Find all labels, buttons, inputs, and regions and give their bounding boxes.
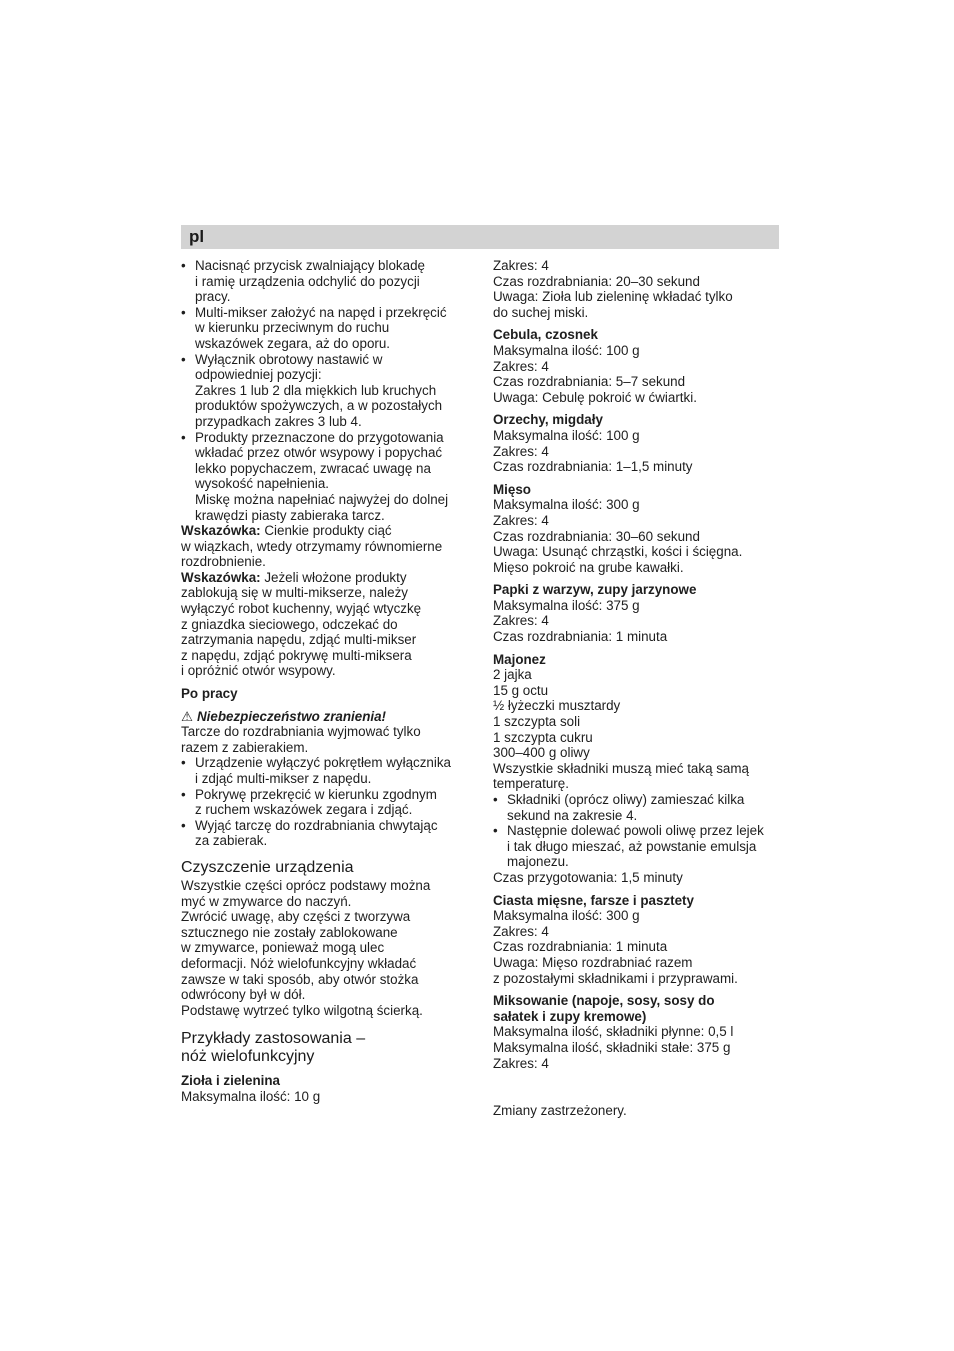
mayonnaise-prep-time: Czas przygotowania: 1,5 minuty: [493, 869, 683, 885]
tip-text: Jeżeli włożone produkty: [260, 569, 407, 585]
text-line: temperaturę.: [493, 776, 569, 792]
text-line: 1 szczypta soli: [493, 714, 581, 730]
mayonnaise-step: [493, 823, 785, 870]
text-line: Zakres: 4: [493, 512, 549, 528]
herbs-details: [181, 1089, 473, 1105]
text-line: Zakres: 4: [493, 613, 549, 629]
list-item-line: • Produkty przeznaczone do przygotowania: [195, 429, 444, 445]
list-item-line: wysokość napełnienia.: [195, 476, 329, 492]
meat-heading: Mięso: [493, 481, 531, 497]
text-line: ½ łyżeczki musztardy: [493, 698, 621, 714]
after-use-paragraph: [181, 724, 473, 755]
list-item-line: za zabierak.: [195, 833, 268, 849]
text-line: Zakres: 4: [493, 443, 549, 459]
text-line: Uwaga: Usunąć chrząstki, kości i ścięgna.: [493, 544, 743, 560]
list-item-line: lekko popychaczem, zwracać uwagę na: [195, 460, 431, 476]
onion-details: [493, 343, 785, 405]
language-code: pl: [189, 227, 205, 246]
cleaning-heading: Czyszczenie urządzenia: [181, 858, 354, 876]
text-line: Uwaga: Mięso rozdrabniać razem: [493, 954, 693, 970]
text-line: Maksymalna ilość: 100 g: [493, 342, 640, 358]
heading-line: sałatek i zupy kremowe): [493, 1008, 647, 1024]
text-line: Uwaga: Zioła lub zieleninę wkładać tylko: [493, 289, 733, 305]
mixing-heading: [493, 993, 785, 1024]
language-header-bar: [181, 225, 779, 249]
warning-text: Niebezpieczeństwo zranienia!: [197, 708, 387, 724]
list-item-line: Miskę można napełniać najwyżej do dolnej: [195, 491, 449, 507]
text-line: Czas rozdrabniania: 5–7 sekund: [493, 374, 686, 390]
examples-heading: [181, 1030, 473, 1066]
text-line: Maksymalna ilość, składniki płynne: 0,5 l: [493, 1024, 734, 1040]
text-line: Zakres: 4: [493, 358, 549, 374]
text-line: 300–400 g oliwy: [493, 745, 590, 761]
warning-triangle-icon: ⚠: [181, 708, 194, 724]
text-line: 1 szczypta cukru: [493, 729, 593, 745]
operation-step: [181, 430, 473, 524]
text-line: w wiązkach, wtedy otrzymamy równomierne: [181, 538, 443, 554]
text-line: do suchej miski.: [493, 304, 589, 320]
mayonnaise-heading: Majonez: [493, 651, 546, 667]
list-item-line: wskazówek zegara, aż do oporu.: [195, 335, 391, 351]
list-item-line: przypadkach zakres 3 lub 4.: [195, 413, 362, 429]
tip-blocked-products: [181, 570, 473, 586]
left-column: [181, 258, 473, 1105]
puree-heading: Papki z warzyw, zupy jarzynowe: [493, 582, 697, 598]
text-line: Maksymalna ilość: 100 g: [493, 427, 640, 443]
herbs-heading: Zioła i zielenina: [181, 1073, 280, 1089]
after-use-step: [181, 755, 473, 786]
list-item-line: • Następnie dolewać powoli oliwę przez lejek: [507, 823, 764, 839]
list-item-line: sekund na zakresie 4.: [507, 807, 638, 823]
list-item-line: w kierunku przeciwnym do ruchu: [195, 320, 390, 336]
list-item-line: • Wyjąć tarczę do rozdrabniania chwytając: [195, 817, 438, 833]
tip-text: Cienkie produkty ciąć: [260, 523, 392, 539]
list-item-line: i tak długo mieszać, aż powstanie emulsja: [507, 838, 757, 854]
list-item-line: • Składniki (oprócz oliwy) zamieszać kilka: [507, 792, 745, 807]
text-line: Maksymalna ilość: 10 g: [181, 1088, 321, 1104]
text-line: odwrócony był w dół.: [181, 987, 306, 1003]
text-line: z napędu, zdjąć pokrywę multi-miksera: [181, 647, 412, 663]
nuts-heading: Orzechy, migdały: [493, 412, 603, 428]
text-line: Czas rozdrabniania: 1–1,5 minuty: [493, 459, 693, 475]
tip-thin-products-rest: [181, 539, 473, 570]
mayonnaise-ingredients: [493, 667, 785, 792]
mixing-details: [493, 1024, 785, 1071]
text-line: sztucznego nie zostały zablokowane: [181, 924, 398, 940]
text-line: zawsze w taki sposób, aby otwór stożka: [181, 971, 419, 987]
pate-heading: Ciasta mięsne, farsze i pasztety: [493, 892, 694, 908]
list-item-line: • Multi-mikser założyć na napęd i przekręcić: [195, 304, 447, 320]
text-line: i opróżnić otwór wsypowy.: [181, 663, 336, 679]
heading-line: Miksowanie (napoje, sosy, sosy do: [493, 993, 715, 1009]
list-item-line: pracy.: [195, 289, 231, 305]
injury-warning: [181, 709, 473, 725]
text-line: zablokują się w multi-mikserze, należy: [181, 585, 408, 601]
text-line: 2 jajka: [493, 667, 532, 683]
tip-label: Wskazówka:: [181, 569, 261, 585]
text-line: Wszystkie składniki muszą mieć taką samą: [493, 760, 749, 776]
text-line: deformacji. Nóż wielofunkcyjny wkładać: [181, 955, 417, 971]
list-item-line: • Nacisnąć przycisk zwalniający blokadę: [195, 258, 425, 273]
text-line: zatrzymania napędu, zdjąć multi-mikser: [181, 632, 417, 648]
mayonnaise-steps-list: [493, 792, 785, 870]
text-line: rozdrobnienie.: [181, 554, 266, 570]
meat-details: [493, 497, 785, 575]
list-item-line: produktów spożywczych, a w pozostałych: [195, 398, 443, 414]
text-line: Czas rozdrabniania: 1 minuta: [493, 939, 668, 955]
tip-blocked-products-rest: [181, 585, 473, 679]
list-item-line: majonezu.: [507, 854, 569, 870]
after-use-heading: Po pracy: [181, 686, 238, 702]
list-item-line: • Pokrywę przekręcić w kierunku zgodnym: [195, 786, 437, 802]
tip-thin-products: [181, 523, 473, 539]
list-item-line: z ruchem wskazówek zegara i zdjąć.: [195, 802, 413, 818]
text-line: Maksymalna ilość, składniki stałe: 375 g: [493, 1039, 731, 1055]
text-line: Tarcze do rozdrabniania wyjmować tylko: [181, 724, 421, 740]
heading-line: Przykłady zastosowania –: [181, 1030, 366, 1048]
after-use-step: [181, 787, 473, 818]
after-use-steps-list: [181, 755, 473, 849]
after-use-step: [181, 818, 473, 849]
pate-details: [493, 908, 785, 986]
text-line: z pozostałymi składnikami i przyprawami.: [493, 970, 738, 986]
tip-label: Wskazówka:: [181, 523, 261, 539]
text-line: z gniazdka sieciowego, odczekać do: [181, 616, 398, 632]
list-item-line: krawędzi piasty zabieraka tarcz.: [195, 507, 385, 523]
mayonnaise-step: [493, 792, 785, 823]
heading-line: nóż wielofunkcyjny: [181, 1048, 315, 1066]
text-line: Maksymalna ilość: 300 g: [493, 497, 640, 513]
text-line: Czas rozdrabniania: 30–60 sekund: [493, 528, 700, 544]
text-line: Zakres: 4: [493, 1055, 549, 1071]
operation-step: [181, 352, 473, 430]
list-item-line: • Urządzenie wyłączyć pokrętłem wyłącznika: [195, 755, 451, 771]
text-line: razem z zabierakiem.: [181, 739, 309, 755]
herbs-details-continued: [493, 258, 785, 320]
text-line: 15 g octu: [493, 682, 549, 698]
list-item-line: Zakres 1 lub 2 dla miękkich lub kruchych: [195, 382, 437, 398]
text-line: wyłączyć robot kuchenny, wyjąć wtyczkę: [181, 601, 422, 617]
puree-details: [493, 598, 785, 645]
text-line: Podstawę wytrzeć tylko wilgotną ścierką.: [181, 1002, 423, 1018]
text-line: w zmywarce, ponieważ mogą ulec: [181, 940, 385, 956]
list-item-line: odpowiedniej pozycji:: [195, 367, 322, 383]
list-item-line: • Wyłącznik obrotowy nastawić w: [195, 351, 383, 367]
operation-step: [181, 305, 473, 352]
footer-note: Zmiany zastrzeżonery.: [493, 1103, 627, 1119]
list-item-line: i zdjąć multi-mikser z napędu.: [195, 771, 372, 786]
text-line: Uwaga: Cebulę pokroić w ćwiartki.: [493, 389, 697, 405]
text-line: Czas rozdrabniania: 20–30 sekund: [493, 273, 700, 289]
list-item-line: i ramię urządzenia odchylić do pozycji: [195, 273, 420, 289]
onion-heading: Cebula, czosnek: [493, 327, 598, 343]
text-line: Maksymalna ilość: 375 g: [493, 597, 640, 613]
operation-step: [181, 258, 473, 305]
cleaning-paragraph: [181, 878, 473, 1018]
list-item-line: wkładać przez otwór wsypowy i popychać: [195, 445, 443, 461]
text-line: myć w zmywarce do naczyń.: [181, 893, 352, 909]
text-line: Maksymalna ilość: 300 g: [493, 908, 640, 924]
operation-steps-list: [181, 258, 473, 523]
text-line: Wszystkie części oprócz podstawy można: [181, 877, 431, 893]
text-line: Zakres: 4: [493, 258, 549, 273]
text-line: Mięso pokroić na grube kawałki.: [493, 559, 684, 575]
right-column: [493, 258, 785, 1119]
text-line: Czas rozdrabniania: 1 minuta: [493, 629, 668, 645]
text-line: Zwrócić uwagę, aby części z tworzywa: [181, 909, 411, 925]
text-line: Zakres: 4: [493, 923, 549, 939]
nuts-details: [493, 428, 785, 475]
